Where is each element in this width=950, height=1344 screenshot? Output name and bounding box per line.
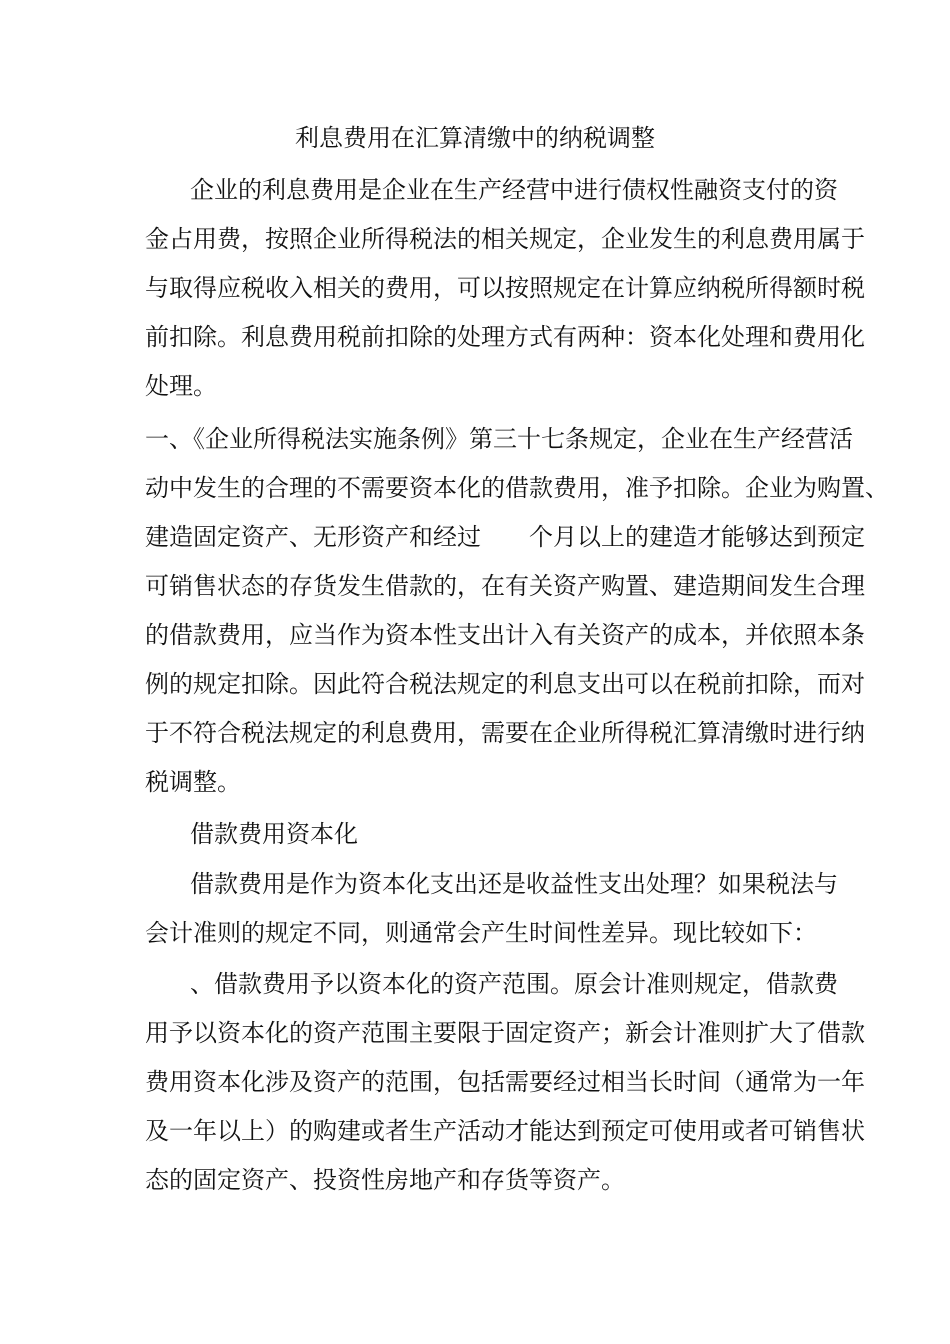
paragraph-line: 、借款费用予以资本化的资产范围。原会计准则规定，借款费 [190, 970, 838, 998]
paragraph-line: 用予以资本化的资产范围主要限于固定资产；新会计准则扩大了借款 [145, 1019, 865, 1047]
paragraph-line: 可销售状态的存货发生借款的，在有关资产购置、建造期间发生合理 [145, 572, 865, 600]
paragraph-line: 例的规定扣除。因此符合税法规定的利息支出可以在税前扣除，而对 [145, 670, 865, 698]
document-title: 利息费用在汇算清缴中的纳税调整 [295, 124, 655, 152]
section-subheading: 借款费用资本化 [190, 820, 358, 848]
paragraph-line: 动中发生的合理的不需要资本化的借款费用，准予扣除。企业为购置、 [145, 474, 889, 502]
paragraph-line: 建造固定资产、无形资产和经过 个月以上的建造才能够达到预定 [145, 523, 865, 551]
paragraph-line: 于不符合税法规定的利息费用，需要在企业所得税汇算清缴时进行纳 [145, 719, 865, 747]
paragraph-line: 税调整。 [145, 768, 241, 796]
paragraph-line: 处理。 [145, 372, 217, 400]
paragraph-line: 借款费用是作为资本化支出还是收益性支出处理？如果税法与 [190, 870, 838, 898]
paragraph-line: 一、《企业所得税法实施条例》第三十七条规定，企业在生产经营活 [145, 425, 853, 453]
paragraph-line: 会计准则的规定不同，则通常会产生时间性差异。现比较如下： [145, 919, 817, 947]
paragraph-line: 金占用费，按照企业所得税法的相关规定，企业发生的利息费用属于 [145, 225, 865, 253]
paragraph-line: 与取得应税收入相关的费用，可以按照规定在计算应纳税所得额时税 [145, 274, 865, 302]
paragraph-line: 费用资本化涉及资产的范围，包括需要经过相当长时间（通常为一年 [145, 1068, 865, 1096]
paragraph-line: 企业的利息费用是企业在生产经营中进行债权性融资支付的资 [190, 176, 838, 204]
paragraph-line: 的借款费用，应当作为资本性支出计入有关资产的成本，并依照本条 [145, 621, 865, 649]
paragraph-line: 及一年以上）的购建或者生产活动才能达到预定可使用或者可销售状 [145, 1117, 865, 1145]
paragraph-line: 态的固定资产、投资性房地产和存货等资产。 [145, 1166, 625, 1194]
paragraph-line: 前扣除。利息费用税前扣除的处理方式有两种：资本化处理和费用化 [145, 323, 865, 351]
